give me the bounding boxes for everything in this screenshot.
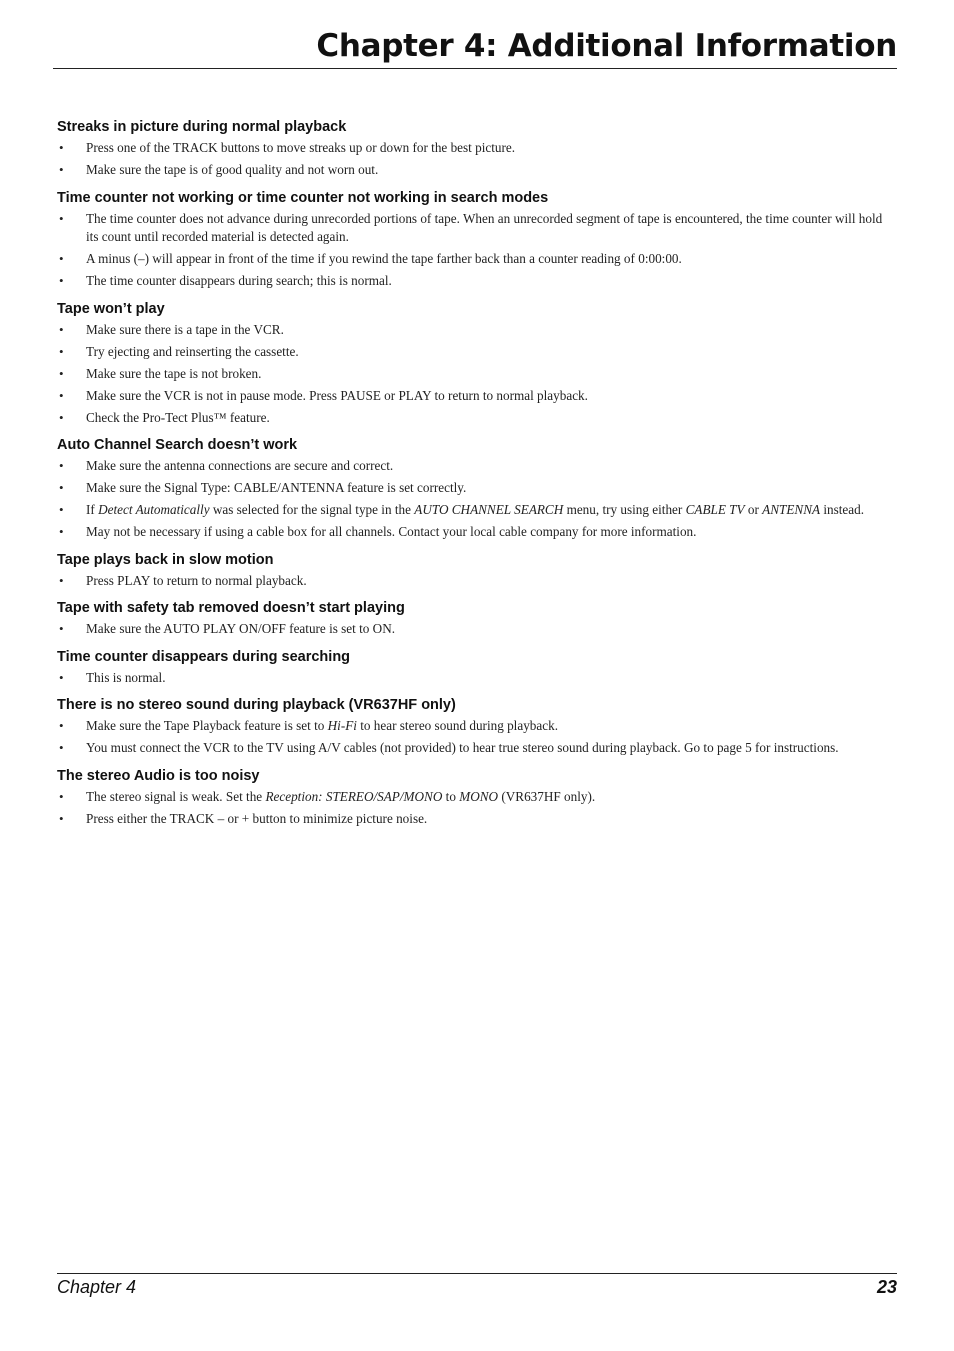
section-heading: The stereo Audio is too noisy — [57, 767, 260, 784]
bullet-list — [57, 457, 883, 542]
bullet-text: Make sure the tape is not broken. — [86, 365, 262, 381]
bullet-text: Make sure the VCR is not in pause mode. Press PAUSE or PLAY to return to normal playback. — [86, 387, 588, 403]
bullet-text: Make sure the tape is of good quality and not worn out. — [86, 162, 379, 177]
emphasized-text: Hi-Fi — [327, 718, 357, 733]
bullet-item — [57, 620, 883, 639]
bullet-text: Make sure the antenna connections are secure and correct. — [86, 458, 394, 473]
bullet-item — [57, 717, 883, 736]
emphasized-text: AUTO CHANNEL SEARCH — [414, 502, 564, 517]
troubleshooting-section — [57, 436, 883, 542]
section-heading: Streaks in picture during normal playback — [57, 119, 347, 135]
bullet-text: This is normal. — [86, 669, 166, 685]
bullet-item — [57, 501, 883, 520]
bullet-text: May not be necessary if using a cable box for all channels. Contact your local cable company for more information. — [86, 524, 697, 539]
bullet-list — [57, 139, 883, 180]
bullet-text: The stereo signal is weak. Set the — [86, 788, 266, 804]
bullet-text: Make sure the AUTO PLAY ON/OFF feature is set to ON. — [86, 621, 396, 636]
bullet-item — [57, 161, 883, 180]
bullet-item — [57, 272, 883, 291]
bullet-list — [57, 210, 883, 291]
bullet-item — [57, 669, 883, 688]
bullet-text: Press either the TRACK – or + button to minimize picture noise. — [86, 810, 428, 826]
bullet-list — [57, 620, 883, 639]
troubleshooting-section — [57, 551, 883, 591]
bullet-text: or — [744, 502, 763, 517]
bullet-text: Make sure the Tape Playback feature is set to — [86, 718, 328, 733]
section-heading: Auto Channel Search doesn’t work — [57, 437, 298, 453]
troubleshooting-section — [57, 648, 883, 688]
bullet-text: menu, try using either — [563, 502, 686, 517]
troubleshooting-section — [57, 118, 883, 180]
section-heading: There is no stereo sound during playback (VR637HF only) — [57, 697, 456, 713]
bullet-item — [57, 210, 883, 247]
footer-page-number: 23 — [876, 1277, 897, 1297]
bullet-item — [57, 572, 883, 591]
bullet-item — [57, 810, 883, 829]
bullet-text: Make sure there is a tape in the VCR. — [86, 321, 284, 337]
troubleshooting-section — [57, 300, 883, 428]
emphasized-text: MONO — [459, 788, 499, 804]
section-heading: Tape won’t play — [57, 300, 165, 317]
bullet-text: to hear stereo sound during playback. — [356, 718, 558, 733]
bullet-text: to — [442, 788, 460, 804]
bullet-text: Make sure the Signal Type: CABLE/ANTENNA feature is set correctly. — [86, 480, 467, 495]
troubleshooting-section — [57, 696, 883, 758]
section-heading: Time counter not working or time counter not working in search modes — [57, 189, 549, 206]
bullet-item — [57, 479, 883, 498]
emphasized-text: CABLE TV — [685, 502, 745, 517]
bullet-text: was selected for the signal type in the — [209, 502, 415, 517]
bullet-item — [57, 139, 883, 158]
section-heading: Tape plays back in slow motion — [57, 551, 274, 568]
bullet-item — [57, 457, 883, 476]
bullet-text: Check the Pro-Tect Plus™ feature. — [86, 409, 270, 425]
bullet-text: The time counter does not advance during unrecorded portions of tape. When an unrecorded segment of tape is encountered, the time counter will hold its count until recorded material is detected again. — [86, 210, 883, 244]
bullet-item — [57, 365, 883, 384]
header-divider — [53, 68, 897, 69]
bullet-text: Press PLAY to return to normal playback. — [86, 572, 307, 588]
footer-chapter-label: Chapter 4 — [57, 1277, 137, 1297]
bullet-text: Press one of the TRACK buttons to move streaks up or down for the best picture. — [86, 140, 516, 155]
bullet-text: The time counter disappears during search; this is normal. — [86, 273, 392, 288]
bullet-item — [57, 409, 883, 428]
bullet-text: Try ejecting and reinserting the cassette. — [86, 343, 299, 359]
section-heading: Tape with safety tab removed doesn’t start playing — [57, 600, 405, 616]
bullet-list — [57, 321, 883, 428]
bullet-list — [57, 717, 883, 758]
troubleshooting-content — [57, 118, 883, 832]
emphasized-text: Detect Automatically — [98, 502, 210, 517]
bullet-text: If — [86, 502, 99, 517]
bullet-item — [57, 788, 883, 807]
troubleshooting-section — [57, 189, 883, 291]
bullet-text: A minus (–) will appear in front of the time if you rewind the tape farther back than a counter reading of 0:00:00. — [86, 251, 682, 266]
footer-divider — [57, 1273, 897, 1274]
troubleshooting-section — [57, 599, 883, 639]
page-title: Chapter 4: Additional Information — [316, 28, 897, 64]
bullet-item — [57, 387, 883, 406]
bullet-text: (VR637HF only). — [498, 788, 596, 804]
bullet-list — [57, 572, 883, 591]
bullet-list — [57, 788, 883, 829]
bullet-item — [57, 343, 883, 362]
bullet-item — [57, 250, 883, 269]
bullet-list — [57, 669, 883, 688]
emphasized-text: ANTENNA — [762, 502, 821, 517]
bullet-item — [57, 739, 883, 758]
bullet-text: You must connect the VCR to the TV using A/V cables (not provided) to hear true stereo sound during playback. Go to page 5 for instructions. — [86, 740, 839, 755]
bullet-item — [57, 523, 883, 542]
bullet-item — [57, 321, 883, 340]
section-heading: Time counter disappears during searching — [57, 648, 351, 665]
troubleshooting-section — [57, 767, 883, 829]
emphasized-text: Reception: STEREO/SAP/MONO — [265, 788, 443, 804]
bullet-text: instead. — [820, 502, 865, 517]
